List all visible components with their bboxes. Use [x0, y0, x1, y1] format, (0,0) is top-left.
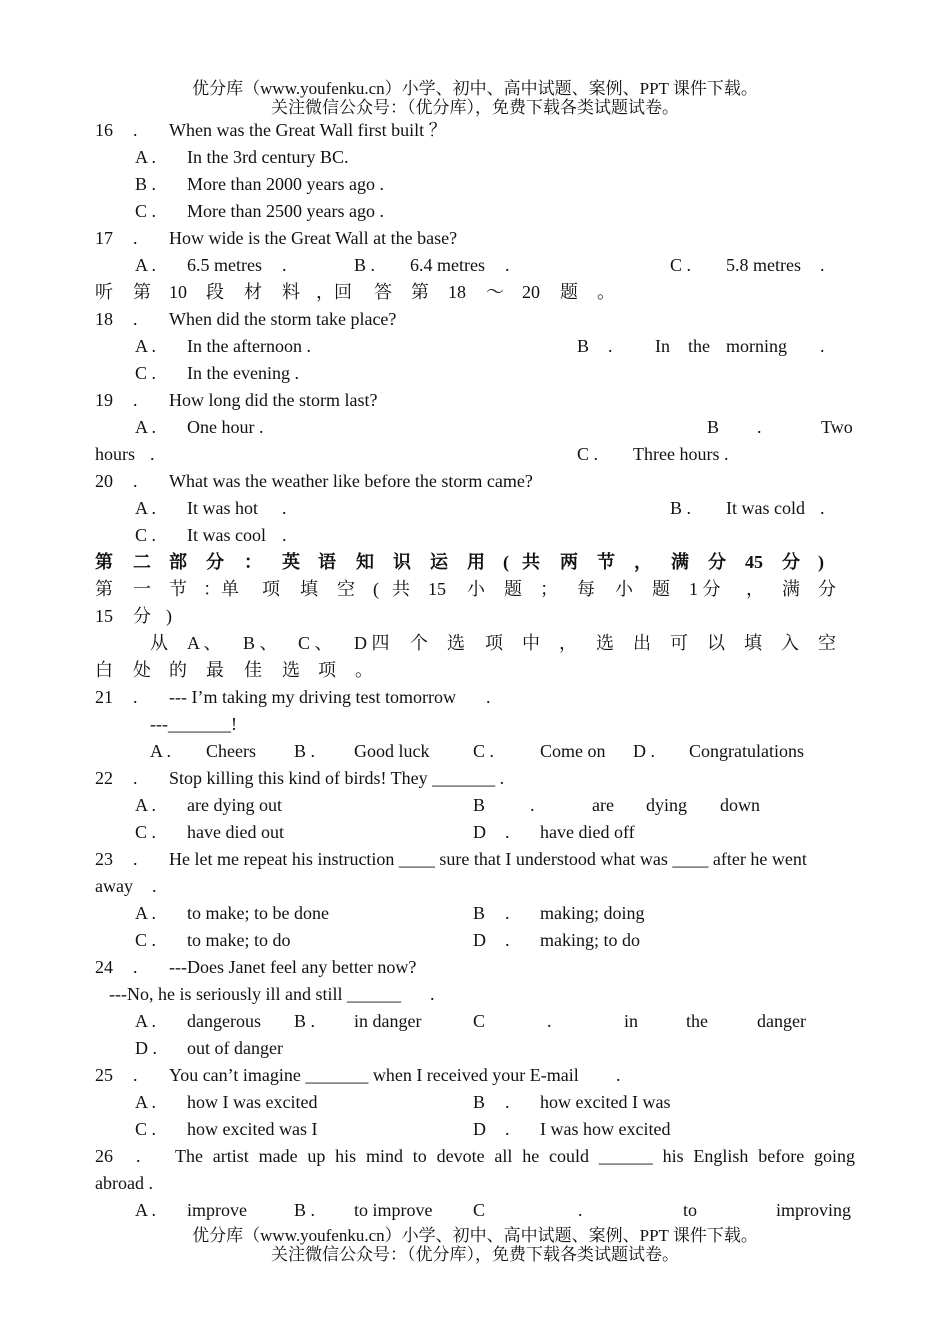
heading-char: 45 — [745, 552, 763, 572]
instr-char: 佳 — [244, 660, 262, 680]
heading-char: 题 — [504, 579, 522, 599]
option-c-label: C . — [670, 255, 692, 275]
option-a-label: A . — [135, 1011, 157, 1031]
option-c-word: the — [686, 1011, 708, 1031]
heading-char: 部 — [169, 552, 187, 572]
option-d-dot: . — [505, 930, 510, 950]
option-d: I was how excited — [540, 1119, 671, 1139]
option-a-label: A . — [135, 795, 157, 815]
heading-char: 共 — [522, 552, 540, 572]
option-a-label: A . — [135, 1092, 157, 1112]
question-dot: . — [133, 228, 138, 248]
question-dot: . — [133, 849, 138, 869]
option-a: In the afternoon . — [187, 336, 311, 356]
option-b-label: B . — [670, 498, 692, 518]
question-dot: . — [133, 1065, 138, 1085]
heading-char: 分 — [708, 552, 726, 572]
option-a-label: A . — [135, 147, 157, 167]
option-c-label: C . — [135, 201, 157, 221]
question-text: Stop killing this kind of birds! They _______ . — [169, 768, 505, 788]
heading-char: 每 — [577, 579, 595, 599]
instr-char: A 、 — [187, 633, 222, 653]
option-b-cont: hours — [95, 444, 135, 464]
instr-char: 选 — [282, 660, 300, 680]
option-b-label: B — [473, 795, 486, 815]
option-b-label: B . — [354, 255, 376, 275]
instr-char: 入 — [781, 633, 799, 653]
heading-char: 两 — [560, 552, 578, 572]
heading-char: 15 — [428, 579, 446, 599]
option-b-label: B . — [294, 1011, 316, 1031]
instr-char: 段 — [206, 282, 224, 302]
option-a-label: A . — [135, 417, 157, 437]
heading-char: ( — [503, 552, 509, 572]
question-dot: . — [133, 390, 138, 410]
option-b-cont-dot: . — [150, 444, 155, 464]
option-d: have died off — [540, 822, 635, 842]
heading-char: 小 — [467, 579, 485, 599]
instr-char: 个 — [410, 633, 428, 653]
instr-char: 填 — [744, 633, 762, 653]
heading-char: 空 — [337, 579, 355, 599]
option-d-label: D . — [135, 1038, 157, 1058]
option-b-label: B . — [135, 174, 157, 194]
heading-char: 15 — [95, 606, 113, 626]
option-c-label: C . — [135, 930, 157, 950]
question-dot: . — [133, 687, 138, 707]
option-d: out of danger — [187, 1038, 283, 1058]
instr-char: 答 — [374, 282, 392, 302]
option-b-word: down — [720, 795, 760, 815]
heading-char: 小 — [615, 579, 633, 599]
heading-char: 识 — [393, 552, 411, 572]
option-c-label: C . — [473, 741, 495, 761]
option-b-label: B — [473, 1092, 486, 1112]
option-b-label: B . — [294, 1200, 316, 1220]
option-c-dot: . — [547, 1011, 552, 1031]
option-d: Congratulations — [689, 741, 804, 761]
question-dot: . — [133, 471, 138, 491]
option-c-label: C — [473, 1200, 486, 1220]
instr-char: 处 — [133, 660, 151, 680]
heading-char: 节 — [169, 579, 187, 599]
heading-char: 分 — [818, 579, 836, 599]
footer-line-2: 关注微信公众号：（优分库），免费下载各类试题试卷。 — [271, 1245, 679, 1264]
instr-char: 出 — [633, 633, 651, 653]
heading-char: 共 — [392, 579, 410, 599]
option-b-dot: . — [820, 498, 825, 518]
option-c: how excited was I — [187, 1119, 318, 1139]
instr-char: 18 — [448, 282, 466, 302]
instr-char: 料 — [282, 282, 300, 302]
option-c-label: C . — [135, 525, 157, 545]
option-c-word: danger — [757, 1011, 806, 1031]
option-c: have died out — [187, 822, 284, 842]
instr-char: C 、 — [298, 633, 333, 653]
option-b: It was cold — [726, 498, 805, 518]
question-text: He let me repeat his instruction ____ sure that I understood what was ____ after he went — [169, 849, 807, 869]
question-text: You can’t imagine _______ when I received your E-mail — [169, 1065, 579, 1085]
question-number: 22 — [95, 768, 113, 788]
question-number: 17 — [95, 228, 113, 248]
option-a: improve — [187, 1200, 247, 1220]
option-a-label: A . — [150, 741, 172, 761]
option-c: More than 2500 years ago . — [187, 201, 384, 221]
option-a: are dying out — [187, 795, 282, 815]
option-c-dot: . — [282, 525, 287, 545]
option-c: to make; to do — [187, 930, 291, 950]
heading-char: ) — [166, 606, 172, 626]
option-b: how excited I was — [540, 1092, 671, 1112]
instr-char: 20 — [522, 282, 540, 302]
dialogue-reply: ---_______! — [150, 714, 237, 734]
option-b-label: B — [577, 336, 590, 356]
option-b-dot: . — [608, 336, 613, 356]
heading-char: 满 — [671, 552, 689, 572]
option-c-word: to — [683, 1200, 698, 1220]
heading-char: 1 分 — [689, 579, 721, 599]
option-b-label: B . — [294, 741, 316, 761]
question-dot: . — [136, 1146, 141, 1166]
heading-char: 二 — [133, 552, 151, 572]
option-a: It was hot — [187, 498, 258, 518]
option-c: In the evening . — [187, 363, 299, 383]
instr-char: ～ — [486, 282, 504, 302]
question-number: 24 — [95, 957, 113, 977]
heading-char: ， — [634, 552, 652, 572]
heading-char: 语 — [318, 552, 336, 572]
option-a: how I was excited — [187, 1092, 318, 1112]
question-text: What was the weather like before the storm came? — [169, 471, 533, 491]
option-a: 6.5 metres — [187, 255, 262, 275]
question-text: When did the storm take place? — [169, 309, 397, 329]
instr-char: D 四 — [354, 633, 390, 653]
question-text-dot: . — [616, 1065, 621, 1085]
option-a-dot: . — [282, 255, 287, 275]
heading-char: ， — [746, 579, 764, 599]
question-text-cont: abroad . — [95, 1173, 153, 1193]
option-c-dot: . — [820, 255, 825, 275]
heading-char: 运 — [430, 552, 448, 572]
question-number: 18 — [95, 309, 113, 329]
option-d-label: D . — [633, 741, 655, 761]
header-line-1: 优分库（www.youfenku.cn）小学、初中、高中试题、案例、PPT 课件下载。 — [192, 79, 758, 98]
heading-char: 一 — [133, 579, 151, 599]
instr-char: 以 — [707, 633, 725, 653]
question-dot: . — [133, 309, 138, 329]
instr-char: 。 — [597, 282, 615, 302]
instr-char: 的 — [169, 660, 187, 680]
question-text: How wide is the Great Wall at the base? — [169, 228, 458, 248]
heading-char: 知 — [356, 552, 374, 572]
instr-char: 。 — [355, 660, 373, 680]
option-b-word: morning — [726, 336, 787, 356]
header-line-2: 关注微信公众号：（优分库），免费下载各类试题试卷。 — [271, 98, 679, 117]
option-c-label: C — [473, 1011, 486, 1031]
option-b: to improve — [354, 1200, 433, 1220]
option-d-dot: . — [505, 822, 510, 842]
option-b-label: B — [707, 417, 720, 437]
instr-char: 10 — [169, 282, 187, 302]
instr-char: 题 — [560, 282, 578, 302]
option-b: making; doing — [540, 903, 645, 923]
option-d: making; to do — [540, 930, 640, 950]
instr-char: 空 — [818, 633, 836, 653]
heading-char: ：单 — [203, 579, 239, 599]
heading-char: 分 — [782, 552, 800, 572]
option-c: Three hours . — [633, 444, 729, 464]
option-b-word: In — [655, 336, 670, 356]
instr-char: 中 — [522, 633, 540, 653]
option-b-dot: . — [505, 1092, 510, 1112]
question-number: 23 — [95, 849, 113, 869]
heading-char: 题 — [652, 579, 670, 599]
heading-char: ) — [818, 552, 824, 572]
option-c-label: C . — [577, 444, 599, 464]
instr-char: B 、 — [243, 633, 278, 653]
dialogue-reply-dot: . — [430, 984, 435, 1004]
option-b: More than 2000 years ago . — [187, 174, 384, 194]
option-b: Two — [821, 417, 853, 437]
question-text: When was the Great Wall first built ？ — [169, 120, 447, 140]
heading-char: 用 — [467, 552, 485, 572]
option-a: In the 3rd century BC. — [187, 147, 349, 167]
instr-char: ， — [559, 633, 577, 653]
question-number: 19 — [95, 390, 113, 410]
question-dot: . — [133, 768, 138, 788]
option-b: 6.4 metres — [410, 255, 485, 275]
instr-char: 第 — [411, 282, 429, 302]
question-text-dot: . — [486, 687, 491, 707]
option-b: in danger — [354, 1011, 422, 1031]
heading-char: 满 — [782, 579, 800, 599]
instr-char: ，回 — [316, 282, 352, 302]
heading-char: 填 — [300, 579, 318, 599]
question-number: 21 — [95, 687, 113, 707]
question-text: How long did the storm last? — [169, 390, 378, 410]
option-d-label: D — [473, 1119, 486, 1139]
question-number: 20 — [95, 471, 113, 491]
option-a: One hour . — [187, 417, 264, 437]
heading-char: 分 — [206, 552, 224, 572]
question-dot: . — [133, 957, 138, 977]
option-c: It was cool — [187, 525, 266, 545]
question-text: --- I’m taking my driving test tomorrow — [169, 687, 456, 707]
instr-char: 选 — [447, 633, 465, 653]
option-b-dot: . — [505, 255, 510, 275]
heading-char: ： — [244, 552, 262, 572]
instr-char: 项 — [318, 660, 336, 680]
option-c-label: C . — [135, 1119, 157, 1139]
instr-char: 最 — [206, 660, 224, 680]
instr-char: 材 — [244, 282, 262, 302]
question-number: 25 — [95, 1065, 113, 1085]
option-d-dot: . — [505, 1119, 510, 1139]
option-b-word: dying — [646, 795, 688, 815]
instr-char: 选 — [596, 633, 614, 653]
dialogue-reply: ---No, he is seriously ill and still ______ — [109, 984, 401, 1004]
heading-char: 分 — [133, 606, 151, 626]
question-number: 16 — [95, 120, 113, 140]
option-a: to make; to be done — [187, 903, 329, 923]
option-d-label: D — [473, 930, 486, 950]
question-text: The artist made up his mind to devote all he could ______ his English before going — [175, 1146, 855, 1166]
option-c-word: improving — [776, 1200, 851, 1220]
instr-char: 项 — [485, 633, 503, 653]
question-text: ---Does Janet feel any better now? — [169, 957, 417, 977]
heading-char: 英 — [282, 552, 300, 572]
heading-char: 第 — [95, 579, 113, 599]
option-a: Cheers — [206, 741, 256, 761]
question-text-cont-dot: . — [152, 876, 157, 896]
instr-char: 从 — [150, 633, 168, 653]
footer-line-1: 优分库（www.youfenku.cn）小学、初中、高中试题、案例、PPT 课件下载。 — [192, 1226, 758, 1245]
option-c: 5.8 metres — [726, 255, 801, 275]
instr-char: 第 — [133, 282, 151, 302]
option-a-label: A . — [135, 1200, 157, 1220]
instr-char: 听 — [95, 282, 113, 302]
heading-char: 节 — [597, 552, 615, 572]
option-c: Come on — [540, 741, 606, 761]
option-a-dot: . — [282, 498, 287, 518]
option-a-label: A . — [135, 903, 157, 923]
option-c-dot: . — [578, 1200, 583, 1220]
option-a: dangerous — [187, 1011, 261, 1031]
question-text-cont: away — [95, 876, 133, 896]
option-b-word: the — [688, 336, 710, 356]
option-a-label: A . — [135, 255, 157, 275]
option-a-label: A . — [135, 336, 157, 356]
option-b-dot: . — [757, 417, 762, 437]
question-dot: . — [133, 120, 138, 140]
heading-char: ( — [373, 579, 379, 599]
instr-char: 可 — [670, 633, 688, 653]
option-c-word: in — [624, 1011, 639, 1031]
heading-char: ； — [540, 579, 558, 599]
option-b-word: are — [592, 795, 614, 815]
option-b: Good luck — [354, 741, 430, 761]
option-c-label: C . — [135, 822, 157, 842]
instr-char: 白 — [95, 660, 113, 680]
heading-char: 项 — [262, 579, 280, 599]
option-b-dot: . — [530, 795, 535, 815]
option-b-end: . — [820, 336, 825, 356]
option-b-dot: . — [505, 903, 510, 923]
question-number: 26 — [95, 1146, 113, 1166]
option-d-label: D — [473, 822, 486, 842]
heading-char: 第 — [95, 552, 113, 572]
option-c-label: C . — [135, 363, 157, 383]
option-b-label: B — [473, 903, 486, 923]
option-a-label: A . — [135, 498, 157, 518]
